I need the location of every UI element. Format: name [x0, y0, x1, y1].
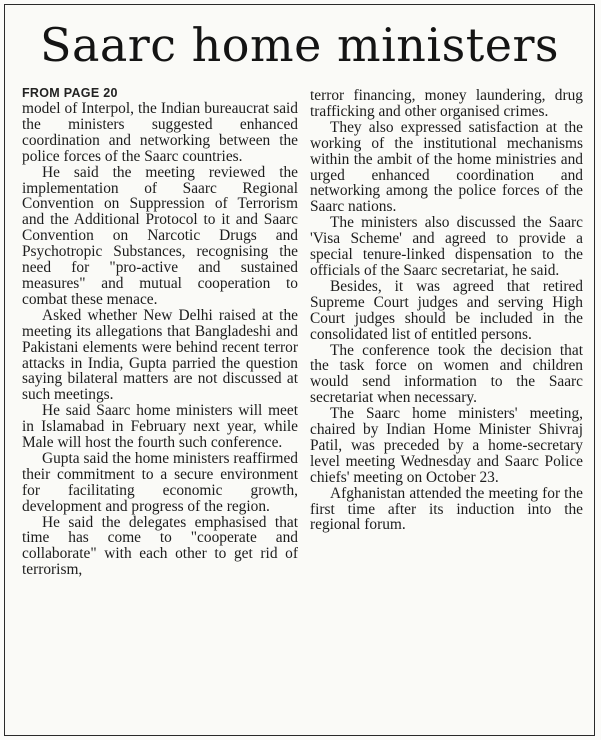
paragraph: Asked whether New Delhi raised at the meeting its allegations that Bangladeshi and Pakistani elements were behind recent terror attacks in India, Gupta parried the question saying bilateral matters are not discussed at such meetings.	[22, 306, 298, 404]
paragraph: The Saarc home ministers' meeting, chaired by Indian Home Minister Shivraj Patil, was preceded by a home-secretary level meeting Wednesday and Saarc Police chiefs' meeting on October 23.	[310, 405, 583, 486]
paragraph: They also expressed satisfaction at the working of the institutional mechanisms within the ambit of the home ministries and urged enhanced coordination and networking among the police forces of the Saarc nations.	[310, 118, 583, 216]
paragraph: terror financing, money laundering, drug trafficking and other organised crimes.	[310, 87, 583, 120]
paragraph: The ministers also discussed the Saarc 'Visa Scheme' and agreed to provide a special tenure-linked dispensation to the officials of the Saarc secretariat, he said.	[310, 214, 583, 279]
paragraph: Besides, it was agreed that retired Supreme Court judges and serving High Court judges should be included in the consolidated list of entitled persons.	[310, 277, 583, 343]
paragraph: model of Interpol, the Indian bureaucrat said the ministers suggested enhanced coordination and networking between the police forces of the Saarc countries.	[22, 100, 298, 165]
continuation-label: FROM PAGE 20	[22, 86, 118, 100]
paragraph: He said the meeting reviewed the implementation of Saarc Regional Convention on Suppression of Terrorism and the Additional Protocol to it and Saarc Convention on Narcotic Drugs and Psychotropic Substances, recognising the need for "pro-active and sustained measures" and mutual cooperation to combat these menace.	[22, 163, 298, 308]
headline: Saarc home ministers	[39, 18, 560, 72]
paragraph: Afghanistan attended the meeting for the first time after its induction into the regional forum.	[310, 484, 583, 534]
left-column	[22, 86, 298, 578]
paragraph: Gupta said the home ministers reaffirmed their commitment to a secure environment for facilitating economic growth, development and progress of the region.	[22, 449, 298, 515]
paragraph: He said Saarc home ministers will meet in Islamabad in February next year, while Male will host the fourth such conference.	[22, 402, 298, 452]
paragraph: The conference took the decision that the task force on women and children would send information to the Saarc secretariat when necessary.	[310, 341, 583, 407]
paragraph: He said the delegates emphasised that time has come to "cooperate and collaborate" with each other to get rid of terrorism,	[22, 513, 298, 579]
right-column	[310, 88, 583, 533]
